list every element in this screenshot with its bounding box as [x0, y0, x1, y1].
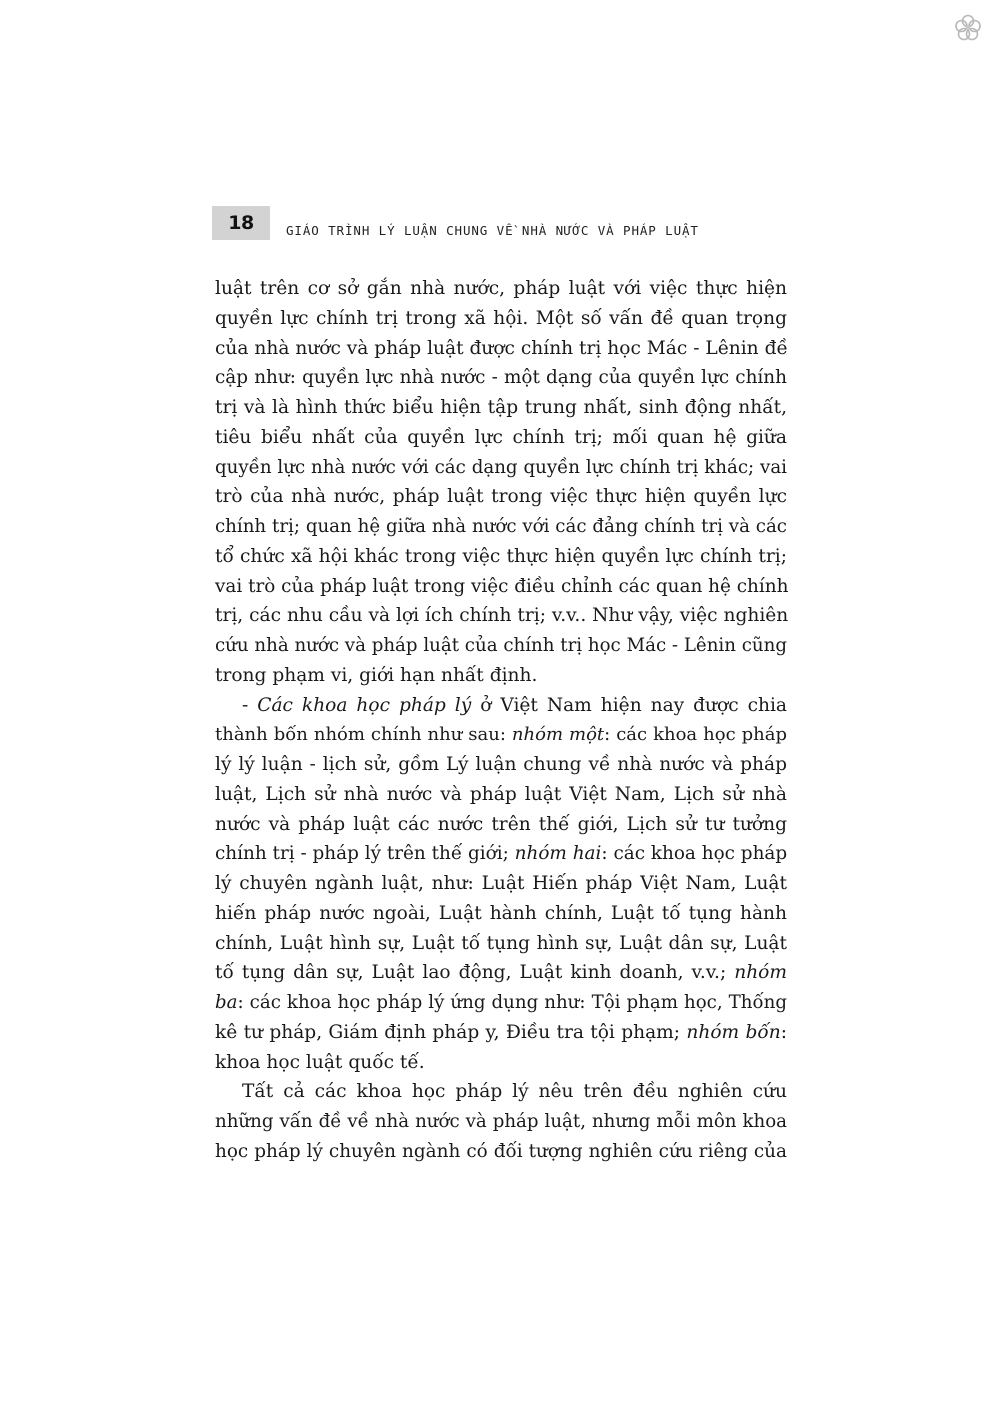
- text-line: nước và pháp luật các nước trên thế giới, Lịch sử tư tưởng: [215, 813, 787, 835]
- paragraph-1: [215, 274, 787, 691]
- text-line: trong phạm vi, giới hạn nhất định.: [215, 664, 538, 686]
- text-line: [215, 988, 787, 1018]
- text-line: trị và là hình thức biểu hiện tập trung nhất, sinh động nhất,: [215, 397, 787, 418]
- italic-term: nhóm bốn: [686, 1021, 781, 1043]
- flower-watermark-icon: [952, 12, 984, 44]
- text-line: [215, 839, 787, 869]
- text-run: chính trị - pháp lý trên thế giới;: [215, 843, 515, 865]
- text-run: ở Việt Nam hiện nay được chia: [471, 694, 788, 716]
- text-line: quyền lực nhà nước với các dạng quyền lực chính trị khác; vai: [215, 456, 787, 478]
- text-line: lý chuyên ngành luật, như: Luật Hiến pháp Việt Nam, Luật: [215, 873, 787, 894]
- paragraph-3: [215, 1077, 787, 1166]
- italic-term: nhóm một: [511, 724, 605, 746]
- text-line: tiêu biểu nhất của quyền lực chính trị; mối quan hệ giữa: [215, 426, 787, 448]
- text-line: lý lý luận - lịch sử, gồm Lý luận chung về nhà nước và pháp: [215, 754, 787, 775]
- text-line: [215, 1018, 787, 1048]
- text-line: quyền lực chính trị trong xã hội. Một số vấn đề quan trọng: [215, 307, 787, 329]
- text-line: hiến pháp nước ngoài, Luật hành chính, Luật tố tụng hành: [215, 902, 787, 924]
- text-line: khoa học luật quốc tế.: [215, 1051, 425, 1073]
- paragraph-2: [215, 691, 787, 1078]
- text-line: Tất cả các khoa học pháp lý nêu trên đều nghiên cứu: [242, 1081, 787, 1103]
- text-line: [215, 720, 787, 750]
- text-run: :: [780, 1021, 787, 1043]
- text-run: kê tư pháp, Giám định pháp y, Điều tra tội phạm;: [215, 1021, 687, 1043]
- text-line: vai trò của pháp luật trong việc điều chỉnh các quan hệ chính: [215, 575, 789, 597]
- text-run: : các khoa học pháp lý ứng dụng như: Tội phạm học, Thống: [237, 992, 787, 1013]
- text-run: : các khoa học pháp: [601, 843, 788, 865]
- text-line: cứu nhà nước và pháp luật của chính trị học Mác - Lênin cũng: [215, 635, 787, 656]
- italic-term: ba: [215, 992, 238, 1013]
- text-line: [215, 691, 787, 721]
- italic-term: nhóm hai: [514, 843, 602, 865]
- text-line: cập như: quyền lực nhà nước - một dạng của quyền lực chính: [215, 367, 787, 389]
- text-line: những vấn đề về nhà nước và pháp luật, nhưng mỗi môn khoa: [215, 1111, 787, 1132]
- text-line: học pháp lý chuyên ngành có đối tượng nghiên cứu riêng của: [215, 1140, 787, 1162]
- text-run: thành bốn nhóm chính như sau:: [215, 724, 512, 746]
- text-line: luật, Lịch sử nhà nước và pháp luật Việt Nam, Lịch sử nhà: [215, 783, 787, 805]
- text-line: tổ chức xã hội khác trong việc thực hiện quyền lực chính trị;: [215, 545, 787, 567]
- page-header: [212, 206, 792, 242]
- page-number: 18: [212, 206, 270, 240]
- running-title: GIÁO TRÌNH LÝ LUẬN CHUNG VỀ NHÀ NƯỚC VÀ PHÁP LUẬT: [286, 223, 699, 238]
- text-line: [215, 958, 787, 988]
- text-line: của nhà nước và pháp luật được chính trị học Mác - Lênin đề: [215, 337, 788, 359]
- text-line: trị, các nhu cầu và lợi ích chính trị; v.v.. Như vậy, việc nghiên: [215, 605, 789, 627]
- text-run: tố tụng dân sự, Luật lao động, Luật kinh doanh, v.v.;: [215, 962, 735, 984]
- italic-term: nhóm: [734, 962, 787, 984]
- body-text: [215, 274, 787, 1167]
- text-line: chính trị; quan hệ giữa nhà nước với các đảng chính trị và các: [215, 516, 787, 537]
- text-line: chính, Luật hình sự, Luật tố tụng hình sự, Luật dân sự, Luật: [215, 932, 787, 954]
- text-line: luật trên cơ sở gắn nhà nước, pháp luật với việc thực hiện: [215, 278, 787, 299]
- italic-term: Các khoa học pháp lý: [257, 694, 472, 716]
- text-run: -: [242, 694, 258, 716]
- text-line: trò của nhà nước, pháp luật trong việc thực hiện quyền lực: [215, 486, 787, 508]
- text-run: : các khoa học pháp: [604, 724, 788, 746]
